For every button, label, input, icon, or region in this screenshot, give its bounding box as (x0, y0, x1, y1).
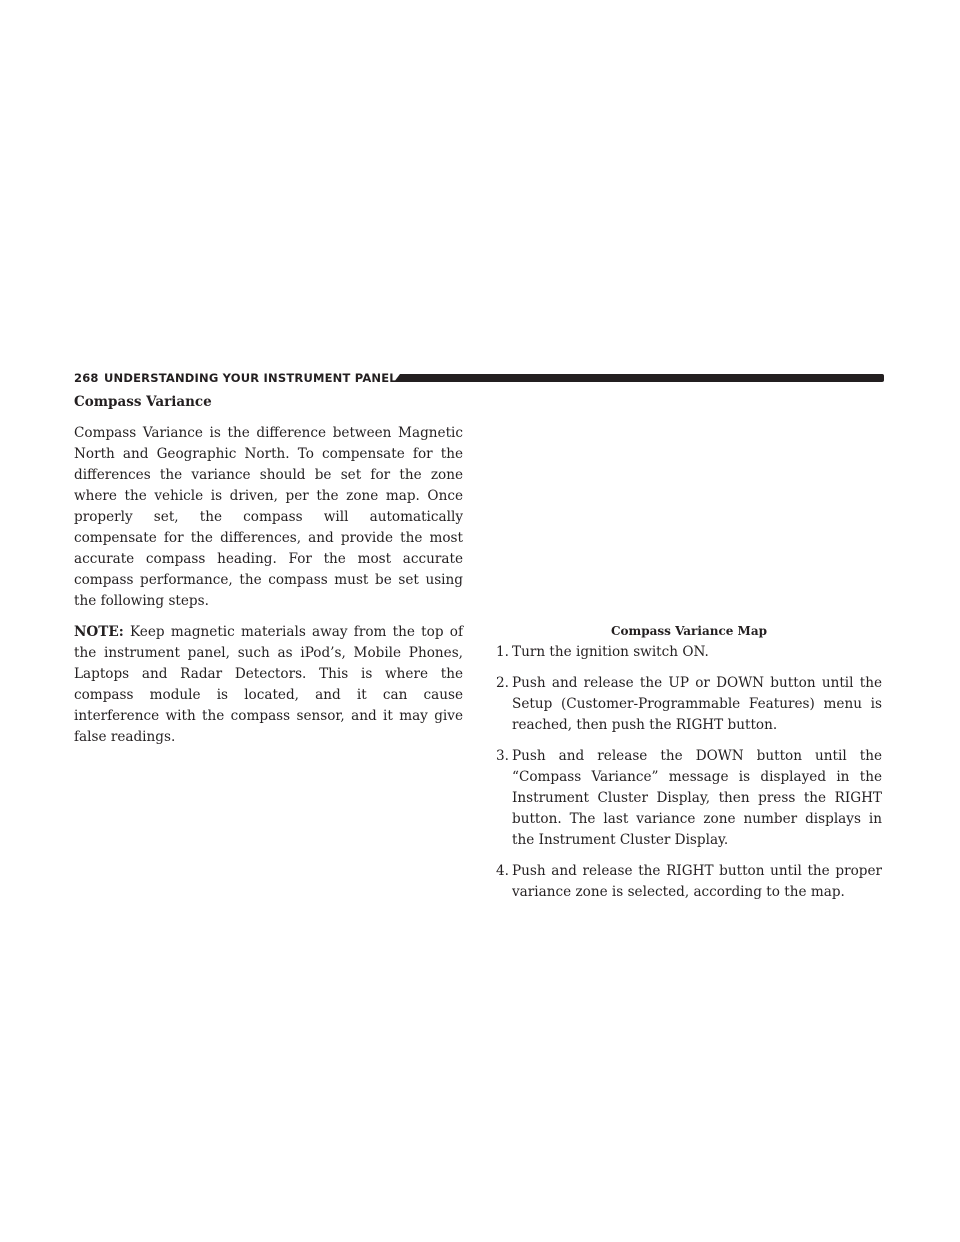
step-number: 3. (496, 748, 509, 764)
body-paragraph: Compass Variance is the difference between Magnetic North and Geographic North. To compensate for the differences the variance should be set for the zone where the vehicle is driven, per the zone map. Once properly set, the compass will automatically compensate for the differences, and provide the most accurate compass heading. For the most accurate compass performance, the compass must be set using the following steps. (74, 425, 463, 609)
step-text: Push and release the RIGHT button until the proper variance zone is selected, according to the map. (512, 863, 882, 900)
step-text: Push and release the UP or DOWN button until the Setup (Customer-Programmable Features) menu is reached, then push the RIGHT button. (512, 675, 882, 733)
page-header (74, 369, 884, 387)
note-text: Keep magnetic materials away from the top of the instrument panel, such as iPod’s, Mobile Phones, Laptops and Radar Detectors. This is where the compass module is located, and it can cause interference with the compass sensor, and it may give false readings. (74, 624, 463, 745)
step-number: 1. (496, 644, 509, 660)
header-rule (400, 374, 884, 382)
step-number: 4. (496, 863, 509, 879)
steps-list (496, 642, 882, 903)
note-paragraph (74, 622, 463, 748)
list-item (496, 673, 882, 736)
step-number: 2. (496, 675, 509, 691)
left-column (74, 392, 463, 758)
figure-caption: Compass Variance Map (610, 624, 768, 638)
page-number: 268 (74, 371, 99, 385)
section-heading: Compass Variance (74, 394, 212, 410)
compass-variance-map-figure (496, 392, 882, 616)
list-item (496, 861, 882, 903)
step-text: Turn the ignition switch ON. (512, 644, 709, 660)
right-column (496, 642, 882, 913)
note-label: NOTE: (74, 624, 124, 640)
list-item (496, 746, 882, 851)
step-text: Push and release the DOWN button until the “Compass Variance” message is displayed in the Instrument Cluster Display, then press the RIGHT button. The last variance zone number displays in the Instrument Cluster Display. (512, 748, 882, 848)
section-title: UNDERSTANDING YOUR INSTRUMENT PANEL (104, 371, 397, 385)
list-item (496, 642, 882, 663)
